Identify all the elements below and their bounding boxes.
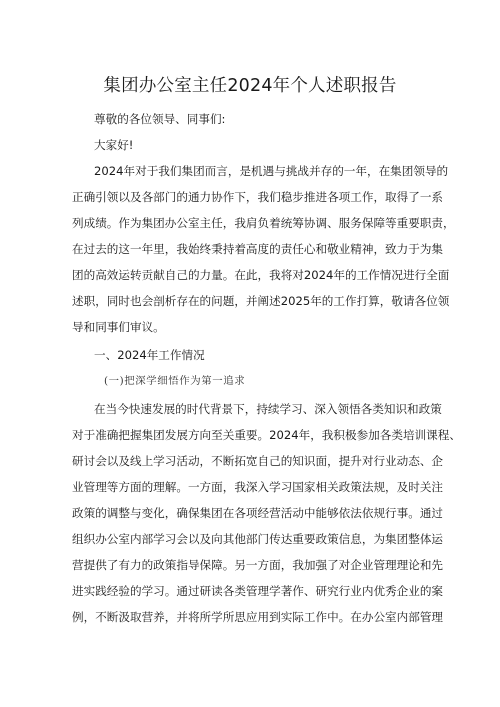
intro-line: 述职，同时也会剖析存在的问题，并阐述2025年的工作打算，敬请各位领	[72, 294, 450, 308]
intro-line: 在过去的这一年里，我始终秉持着高度的责任心和敬业精神，致力于为集	[72, 242, 444, 256]
intro-line: 导和同事们审议。	[72, 320, 165, 334]
body-line: 对于准确把握集团发展方向至关重要。2024年，我积极参加各类培训课程、	[72, 428, 461, 442]
document-title: 集团办公室主任2024年个人述职报告	[103, 76, 397, 96]
body-line: 研讨会以及线上学习活动，不断拓宽自己的知识面，提升对行业动态、企	[72, 454, 444, 468]
subsection-heading: (一)把深学细悟作为第一追求	[104, 375, 246, 387]
body-line: 组织办公室内部学习会以及向其他部门传达重要政策信息，为集团整体运	[72, 532, 444, 546]
body-line: 进实践经验的学习。通过研读各类管理学著作、研究行业内优秀企业的案	[72, 584, 444, 598]
hello: 大家好!	[94, 138, 134, 152]
greeting: 尊敬的各位领导、同事们:	[94, 112, 226, 126]
body-line: 例，不断汲取营养，并将所学所思应用到实际工作中。在办公室内部管理	[72, 610, 444, 624]
intro-line: 团的高效运转贡献自己的力量。在此，我将对2024年的工作情况进行全面	[72, 268, 450, 282]
body-line: 在当今快速发展的时代背景下，持续学习、深入领悟各类知识和政策	[94, 402, 442, 416]
intro-line: 2024年对于我们集团而言，是机遇与挑战并存的一年，在集团领导的	[94, 164, 449, 178]
body-line: 政策的调整与变化，确保集团在各项经营活动中能够依法依规行事。通过	[72, 506, 444, 520]
section-heading: 一、2024年工作情况	[94, 348, 205, 362]
intro-line: 列成绩。作为集团办公室主任，我肩负着统筹协调、服务保障等重要职责，	[72, 216, 455, 230]
body-line: 营提供了有力的政策指导保障。另一方面，我加强了对企业管理理论和先	[72, 558, 444, 572]
intro-line: 正确引领以及各部门的通力协作下，我们稳步推进各项工作，取得了一系	[72, 190, 444, 204]
body-line: 业管理等方面的理解。一方面，我深入学习国家相关政策法规，及时关注	[72, 480, 444, 494]
